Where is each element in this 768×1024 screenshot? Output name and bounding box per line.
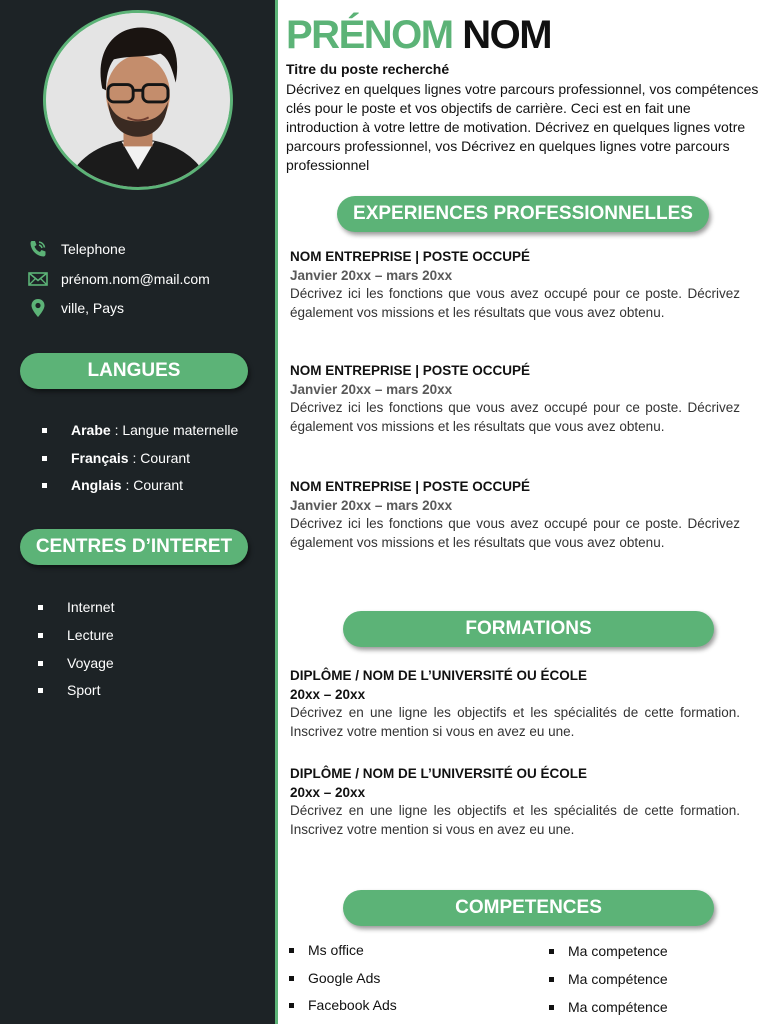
location-text: ville, Pays <box>61 300 125 316</box>
interest-label: Internet <box>67 599 115 615</box>
language-level: : Langue maternelle <box>110 422 239 438</box>
experience-heading: EXPERIENCES PROFESSIONNELLES <box>337 196 709 232</box>
envelope-icon <box>28 269 48 289</box>
bullet-icon <box>549 949 554 954</box>
phone-text: Telephone <box>61 241 126 257</box>
interest-item <box>38 680 100 700</box>
language-name: Français <box>71 450 129 466</box>
education-heading: FORMATIONS <box>343 611 714 647</box>
contact-location <box>28 296 268 320</box>
education-entry <box>290 666 740 741</box>
education-description: Décrivez en une ligne les objectifs et les spécialités de cette formation. Inscrivez votre mention si vous en avez eu une. <box>290 705 740 739</box>
skill-label: Ma compétence <box>568 971 668 987</box>
phone-icon <box>28 239 48 259</box>
skill-item <box>289 940 364 960</box>
skill-label: Google Ads <box>308 970 381 986</box>
last-name: NOM <box>462 13 552 57</box>
contact-email <box>28 267 268 291</box>
bullet-icon <box>38 633 43 638</box>
interest-label: Lecture <box>67 627 114 643</box>
experience-title: NOM ENTREPRISE | POSTE OCCUPÉ <box>290 363 531 378</box>
education-description: Décrivez en une ligne les objectifs et les spécialités de cette formation. Inscrivez votre mention si vous en avez eu une. <box>290 803 740 837</box>
sidebar-divider <box>275 0 278 1024</box>
bullet-icon <box>289 976 294 981</box>
skill-label: Ma compétence <box>568 999 668 1015</box>
skill-item <box>549 997 668 1017</box>
bullet-icon <box>289 948 294 953</box>
experience-entry <box>290 247 740 322</box>
language-name: Anglais <box>71 477 122 493</box>
language-item <box>42 475 183 495</box>
interest-item <box>38 625 114 645</box>
bullet-icon <box>42 456 47 461</box>
intro-paragraph: Décrivez en quelques lignes votre parcours professionnel, vos compétences clés pour le poste et vos objectifs de carrière. Ceci est en fait une introduction à votre lettre de motivation. Décrivez en quelques lignes votre parcours professionnel, vos Décrivez en quelques lignes votre parcours professionnel <box>286 81 759 173</box>
education-entry <box>290 764 740 839</box>
experience-entry <box>290 361 740 436</box>
skill-item <box>549 941 668 961</box>
skills-heading: COMPETENCES <box>343 890 714 926</box>
education-title: DIPLÔME / NOM DE L’UNIVERSITÉ OU ÉCOLE <box>290 766 588 781</box>
languages-heading: LANGUES <box>20 353 248 389</box>
bullet-icon <box>38 661 43 666</box>
bullet-icon <box>42 483 47 488</box>
bullet-icon <box>549 977 554 982</box>
profile-photo <box>43 10 233 190</box>
map-pin-icon <box>28 298 48 318</box>
experience-dates: Janvier 20xx – mars 20xx <box>290 268 453 283</box>
bullet-icon <box>549 1005 554 1010</box>
first-name: PRÉNOM <box>286 13 453 57</box>
skill-item <box>289 995 397 1015</box>
bullet-icon <box>289 1003 294 1008</box>
experience-description: Décrivez ici les fonctions que vous avez occupé pour ce poste. Décrivez également vos missions et les résultats que vous avez obtenu. <box>290 516 740 550</box>
language-level: : Courant <box>121 477 184 493</box>
skill-label: Ma competence <box>568 943 668 959</box>
skill-item <box>289 968 380 988</box>
job-title: Titre du poste recherché <box>286 61 450 77</box>
language-name: Arabe <box>71 422 111 438</box>
bullet-icon <box>38 605 43 610</box>
interest-label: Sport <box>67 682 101 698</box>
email-text: prénom.nom@mail.com <box>61 271 210 287</box>
skill-label: Facebook Ads <box>308 997 397 1013</box>
bullet-icon <box>42 428 47 433</box>
experience-title: NOM ENTREPRISE | POSTE OCCUPÉ <box>290 249 531 264</box>
interests-heading: CENTRES D’INTERET <box>20 529 248 565</box>
experience-title: NOM ENTREPRISE | POSTE OCCUPÉ <box>290 479 531 494</box>
education-dates: 20xx – 20xx <box>290 687 366 702</box>
education-title: DIPLÔME / NOM DE L’UNIVERSITÉ OU ÉCOLE <box>290 668 588 683</box>
interest-label: Voyage <box>67 655 114 671</box>
bullet-icon <box>38 688 43 693</box>
experience-dates: Janvier 20xx – mars 20xx <box>290 382 453 397</box>
avatar-portrait <box>46 13 230 187</box>
experience-description: Décrivez ici les fonctions que vous avez occupé pour ce poste. Décrivez également vos missions et les résultats que vous avez obtenu. <box>290 286 740 320</box>
candidate-name <box>286 12 551 58</box>
language-level: : Courant <box>128 450 191 466</box>
interest-item <box>38 653 114 673</box>
skill-label: Ms office <box>308 942 364 958</box>
language-item <box>42 448 190 468</box>
experience-dates: Janvier 20xx – mars 20xx <box>290 498 453 513</box>
skill-item <box>549 969 668 989</box>
experience-description: Décrivez ici les fonctions que vous avez occupé pour ce poste. Décrivez également vos missions et les résultats que vous avez obtenu. <box>290 400 740 434</box>
education-dates: 20xx – 20xx <box>290 785 366 800</box>
language-item <box>42 420 238 440</box>
interest-item <box>38 597 114 617</box>
experience-entry <box>290 477 740 552</box>
contact-phone <box>28 237 268 261</box>
